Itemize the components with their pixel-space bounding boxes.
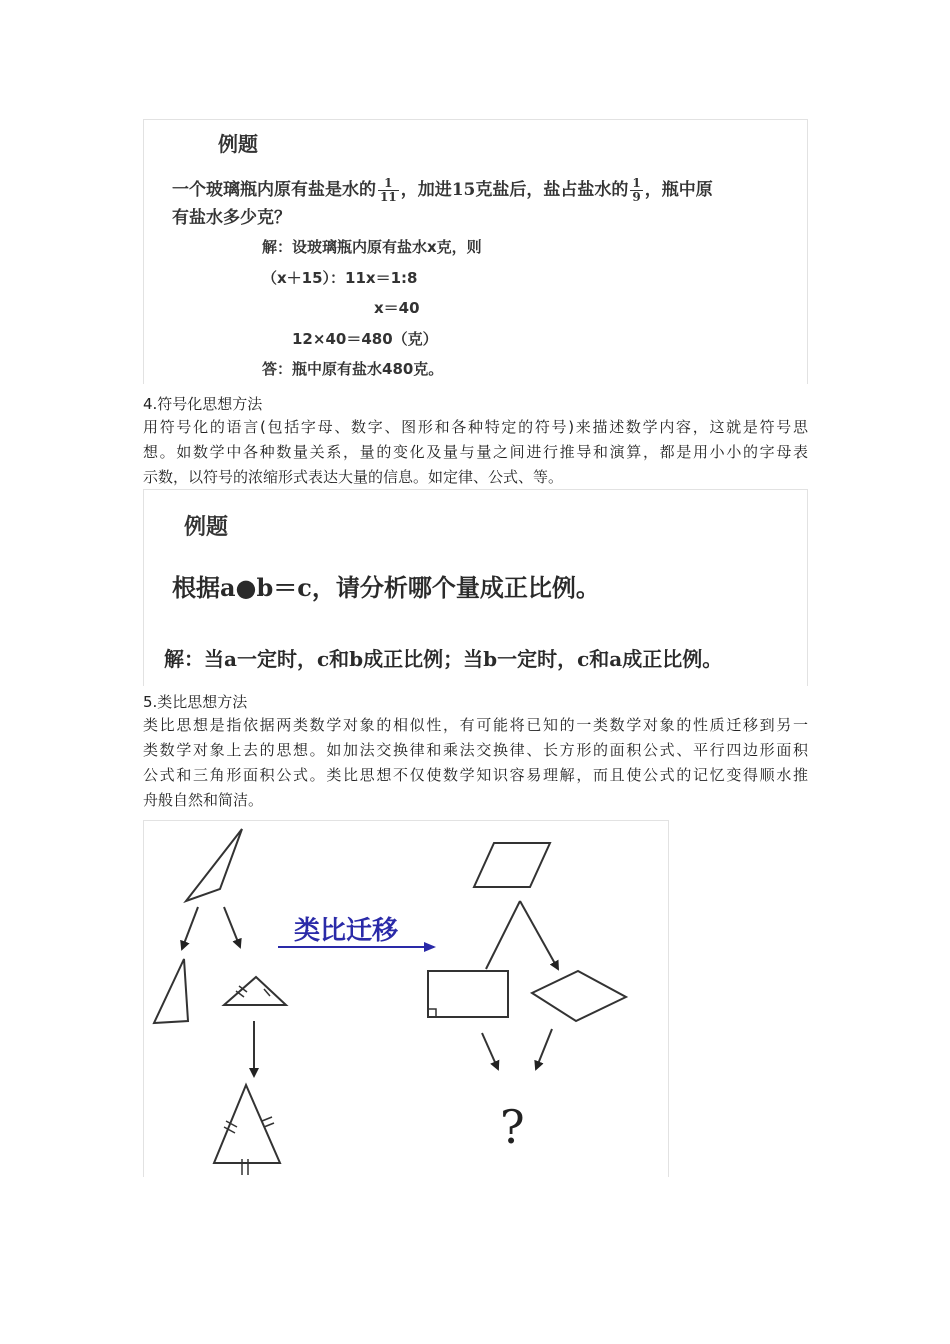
arrow-label: 类比迁移 bbox=[294, 916, 399, 946]
question-mark: ? bbox=[500, 1100, 525, 1154]
solution-line-3: x＝40 bbox=[374, 299, 420, 317]
example2-question: 根据a●b＝c，请分析哪个量成正比例。 bbox=[172, 573, 600, 602]
question-text-1: 一个玻璃瓶内原有盐是水的 bbox=[172, 180, 376, 200]
example2-title: 例题 bbox=[184, 514, 229, 540]
arrow bbox=[182, 907, 198, 949]
fraction-numerator: 1 bbox=[632, 176, 641, 190]
solution-line-4: 12×40＝480（克） bbox=[292, 330, 438, 348]
paragraph-line: 类比思想是指依据两类数学对象的相似性，有可能将已知的一类数学对象的性质迁移到另一 bbox=[143, 716, 808, 734]
analogy-diagram-svg bbox=[144, 821, 668, 1178]
line bbox=[486, 901, 520, 969]
right-triangle-shape bbox=[154, 959, 188, 1023]
section5-paragraph bbox=[143, 713, 808, 813]
paragraph-line: 公式和三角形面积公式。类比思想不仅使数学知识容易理解，而且使公式的记忆变得顺水推 bbox=[143, 766, 808, 784]
question-text-2: ，加进15克盐后，盐占盐水的 bbox=[400, 180, 629, 200]
fraction-denominator: 11 bbox=[380, 190, 397, 204]
rectangle-shape bbox=[428, 971, 508, 1017]
solution-line-2: （x＋15）：11x＝1:8 bbox=[262, 269, 418, 287]
solution-line-1: 解：设玻璃瓶内原有盐水x克，则 bbox=[262, 238, 482, 256]
example1-title: 例题 bbox=[218, 132, 258, 156]
analogy-diagram bbox=[143, 820, 669, 1177]
rhombus-shape bbox=[532, 971, 626, 1021]
fraction-denominator: 9 bbox=[632, 190, 641, 204]
fraction-1-9 bbox=[630, 177, 642, 204]
example1-image bbox=[143, 119, 808, 384]
arrow bbox=[536, 1029, 552, 1069]
section4-paragraph bbox=[143, 415, 808, 490]
example1-question-line1 bbox=[172, 175, 713, 204]
paragraph-line: 示数，以符号的浓缩形式表达大量的信息。如定律、公式、等。 bbox=[143, 468, 564, 486]
fraction-1-11 bbox=[378, 177, 399, 204]
parallelogram-shape bbox=[474, 843, 550, 887]
section5-heading: 5.类比思想方法 bbox=[143, 693, 248, 711]
fraction-numerator: 1 bbox=[378, 177, 399, 191]
section4-heading: 4.符号化思想方法 bbox=[143, 395, 263, 413]
example1-question-line2: 有盐水多少克？ bbox=[172, 208, 291, 228]
arrow bbox=[224, 907, 240, 947]
example2-solution: 解：当a一定时，c和b成正比例；当b一定时，c和a成正比例。 bbox=[164, 647, 723, 671]
arrow bbox=[520, 901, 558, 969]
question-text-3: ，瓶中原 bbox=[644, 180, 713, 200]
paragraph-line: 想。如数学中各种数量关系，量的变化及量与量之间进行推导和演算，都是用小小的字母表 bbox=[143, 443, 808, 461]
arrow bbox=[482, 1033, 498, 1069]
isosceles-triangle-shape bbox=[224, 977, 286, 1005]
solution-answer: 答：瓶中原有盐水480克。 bbox=[262, 360, 444, 378]
example2-image bbox=[143, 489, 808, 686]
paragraph-line: 舟般自然和简洁。 bbox=[143, 791, 264, 809]
triangle-shape bbox=[186, 829, 242, 901]
paragraph-line: 类数学对象上去的思想。如加法交换律和乘法交换律、长方形的面积公式、平行四边形面积 bbox=[143, 741, 808, 759]
paragraph-line: 用符号化的语言(包括字母、数字、图形和各种特定的符号)来描述数学内容，这就是符号思 bbox=[143, 418, 808, 436]
